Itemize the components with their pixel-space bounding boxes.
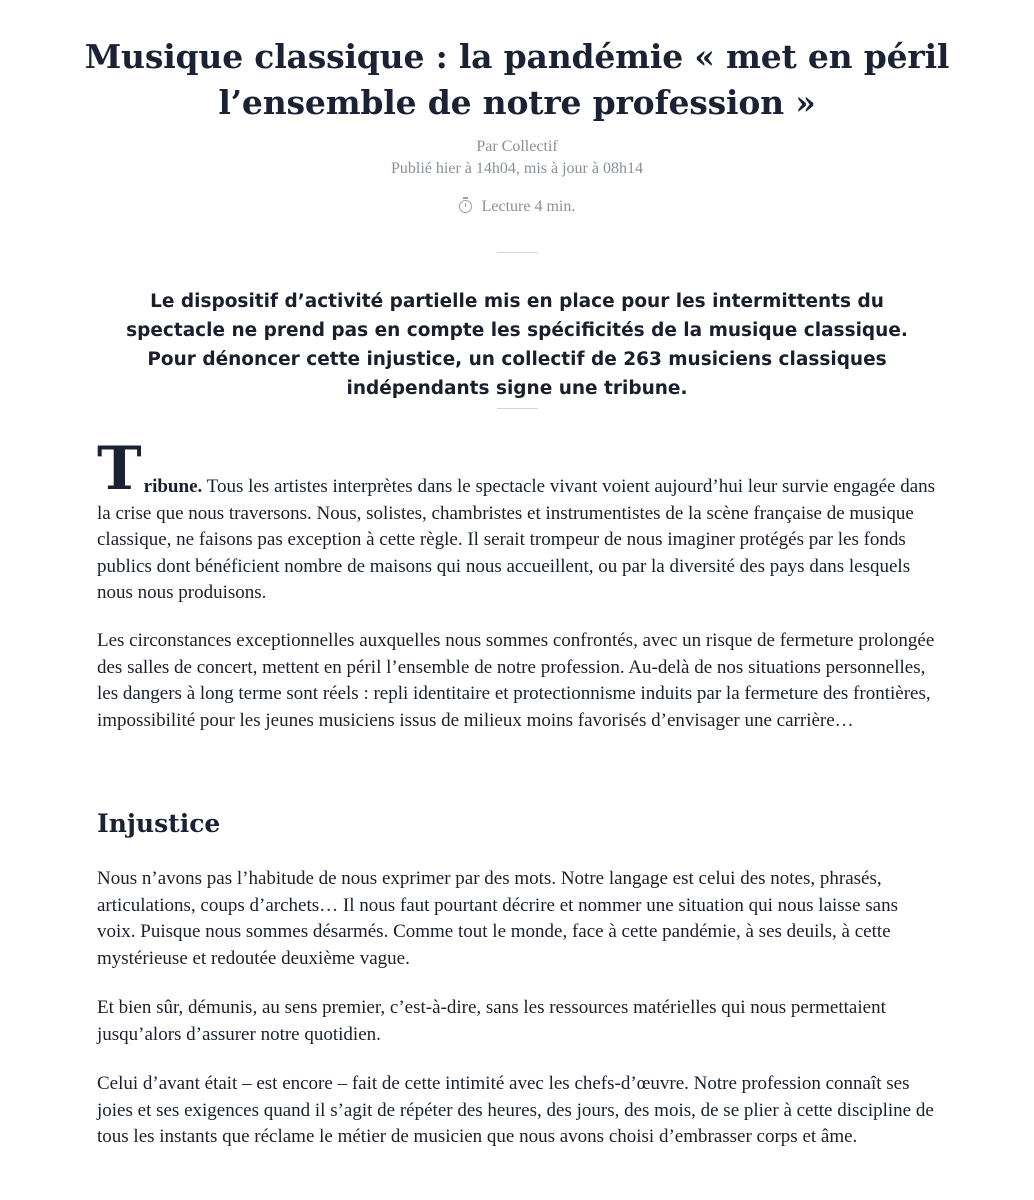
divider-bottom	[497, 408, 538, 409]
timer-icon	[459, 200, 472, 213]
article-paragraph-3: Nous n’avons pas l’habitude de nous exprimer par des mots. Notre langage est celui des notes, phrasés, articulations, coups d’archets… Il nous faut pourtant décrire et nommer une situation qui nous laisse sans voix. Puisque nous sommes désarmés. Comme tout le monde, face à cette pandémie, à ses deuils, à cette mystérieuse et redoutée deuxième vague.	[97, 868, 898, 969]
article-paragraph-4: Et bien sûr, démunis, au sens premier, c’est-à-dire, sans les ressources matérielles qui nous permettaient jusqu’alors d’assurer notre quotidien.	[97, 997, 886, 1045]
reading-time	[0, 196, 1034, 218]
article-lede: Le dispositif d’activité partielle mis en place pour les intermittents du spectacle ne prend pas en compte les spécificités de la musique classique. Pour dénoncer cette injustice, un collectif de 263 musiciens classiques indépendants signe une tribune.	[126, 291, 908, 399]
section-heading: Injustice	[97, 809, 221, 838]
article-paragraph-5: Celui d’avant était – est encore – fait de cette intimité avec les chefs-d’œuvre. Notre profession connaît ses joies et ses exigences quand il s’agit de répéter des heures, des jours, des mois, de se plier à cette discipline de tous les instants que réclame le métier de musicien que nous avons choisi d’embrasser corps et âme.	[97, 1073, 934, 1147]
divider-top	[497, 252, 538, 253]
article-paragraph-1	[97, 434, 939, 607]
article-title: Musique classique : la pandémie « met en péril l’ensemble de notre profession »	[84, 37, 950, 122]
dropcap: T	[97, 434, 142, 504]
article-author[interactable]: Par Collectif	[476, 138, 558, 155]
lead-in: ribune.	[143, 476, 203, 497]
reading-time-label: Lecture 4 min.	[481, 198, 576, 215]
article-paragraph-2: Les circonstances exceptionnelles auxquelles nous sommes confrontés, avec un risque de fermeture prolongée des salles de concert, mettent en péril l’ensemble de notre profession. Au-delà de nos situations personnelles, les dangers à long terme sont réels : repli identitaire et protectionnisme induits par la fermeture des frontières, impossibilité pour les jeunes musiciens issus de milieux moins favorisés d’envisager une carrière…	[97, 630, 935, 731]
article-publication-date: Publié hier à 14h04, mis à jour à 08h14	[391, 160, 643, 177]
paragraph-1-text: Tous les artistes interprètes dans le spectacle vivant voient aujourd’hui leur survie engagée dans la crise que nous traversons. Nous, solistes, chambristes et instrumentistes de la scène française de musique classique, ne faisons pas exception à cette règle. Il serait trompeur de nous imaginer protégés par les fonds publics dont bénéficient nombre de maisons qui nous accueillent, ou par la diversité des pays dans lesquels nous nous produisons.	[97, 476, 936, 603]
